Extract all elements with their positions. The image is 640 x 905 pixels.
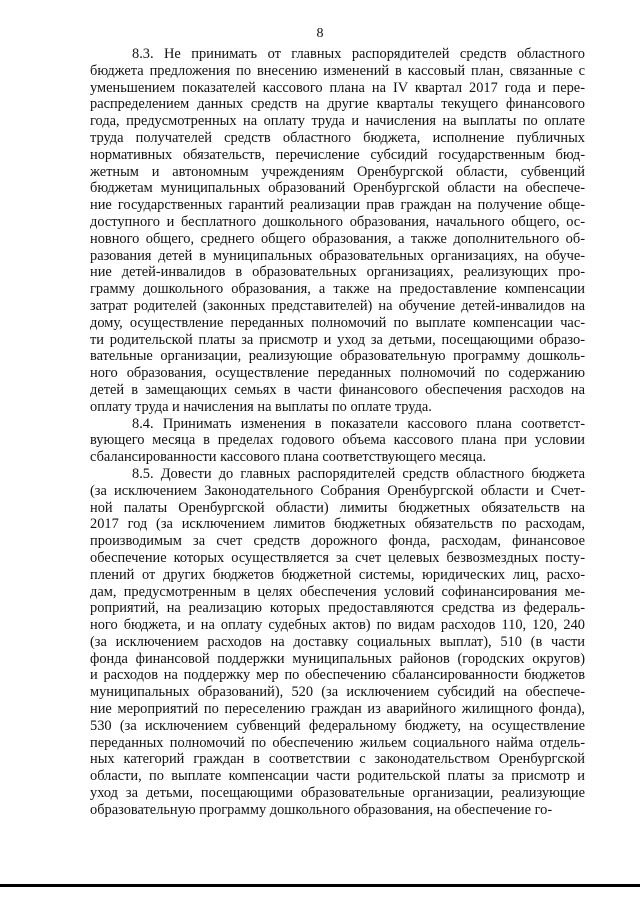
paragraph-8-4: [90, 416, 585, 466]
text-line: бюджетам муниципальных образований Оренбургской области на обеспече-: [90, 180, 585, 197]
text-line: доступного и бесплатного дошкольного образования, начального общего, ос-: [90, 213, 585, 230]
text-line: (за исключением расходов на доставку социальных выплат), 510 (в части: [90, 633, 585, 650]
text-line: распределением данных средств на другие кварталы текущего финансового: [90, 96, 585, 113]
text-line: роприятий, на реализацию которых предоставляются средства из федераль-: [90, 600, 585, 617]
document-body: [90, 46, 585, 819]
text-line: вующего месяца в пределах годового объема кассового плана при условии: [90, 432, 585, 449]
text-line: обеспечение которых осуществляется за счет целевых безвозмездных посту-: [90, 549, 585, 566]
text-line: ного образования, осуществление переданных полномочий по содержанию: [90, 365, 585, 382]
text-line: 8.3. Не принимать от главных распорядителей средств областного: [132, 46, 585, 62]
text-line: дому, осуществление переданных полномочий по выплате компенсации час-: [90, 314, 585, 331]
text-line: затрат родителей (законных представителей) на обучение детей-инвалидов на: [90, 297, 585, 314]
text-line: муниципальных образований), 520 (за исключением субсидий на обеспече-: [90, 684, 585, 701]
text-line: образовательную программу дошкольного образования, на обеспечение го-: [90, 801, 553, 818]
text-line: вательные организации, реализующие образовательную программу дошколь-: [90, 348, 585, 365]
text-line: 8.4. Принимать изменения в показатели кассового плана соответст-: [132, 415, 585, 432]
text-line: ние государственных гарантий реализации прав граждан на получение обще-: [90, 197, 585, 214]
paragraph-8-5: [90, 466, 585, 819]
text-line: ние детей-инвалидов в образовательных организациях, реализующих про-: [90, 264, 585, 281]
text-line: нормативных обязательств, перечисление субсидий государственным бюд-: [90, 146, 585, 163]
text-line: уменьшением показателей кассового плана на IV квартал 2017 года и пере-: [90, 79, 585, 96]
text-line: ние мероприятий по переселению граждан из аварийного жилищного фонда),: [90, 701, 585, 718]
text-line: ти родительской платы за присмотр и уход за детьми, посещающими образо-: [90, 331, 585, 348]
text-line: оплату труда и начисления на выплаты по оплате труда.: [90, 398, 432, 415]
text-line: уход за детьми, посещающими образовательные организации, реализующие: [90, 785, 585, 802]
text-line: жетным и автономным учреждениям Оренбургской области, субвенций: [90, 163, 585, 180]
page-number: 8: [316, 26, 324, 41]
text-line: ных категорий граждан в соответствии с законодательством Оренбургской: [90, 751, 585, 768]
text-line: производимым за счет средств дорожного фонда, расходам, финансовое: [90, 533, 585, 550]
text-line: грамму дошкольного образования, а также на предоставление компенсации: [90, 281, 585, 298]
text-line: детей в замещающих семьях в части финансового обеспечения расходов на: [90, 381, 585, 398]
text-line: 8.5. Довести до главных распорядителей средств областного бюджета: [132, 465, 585, 482]
text-line: 2017 год (за исключением лимитов бюджетных обязательств по расходам,: [90, 516, 585, 533]
text-line: и расходов на поддержку мер по обеспечению сбалансированности бюджетов: [90, 667, 585, 684]
text-line: (за исключением Законодательного Собрания Оренбургской области и Счет-: [90, 482, 585, 499]
text-line: переданных полномочий по обеспечению жильем социального найма отдель-: [90, 734, 585, 751]
text-line: ной палаты Оренбургской области) лимиты бюджетных обязательств на: [90, 499, 585, 516]
paragraph-8-3: [90, 46, 585, 416]
bottom-rule: [0, 884, 640, 887]
text-line: фонда финансовой поддержки муниципальных районов (городских округов): [90, 650, 585, 667]
text-line: области, по выплате компенсации части родительской платы за присмотр и: [90, 768, 585, 785]
text-line: года, предусмотренных на оплату труда и начисления на выплаты по оплате: [90, 113, 585, 130]
text-line: 530 (за исключением субвенций федеральному бюджету, на осуществление: [90, 717, 585, 734]
text-line: разования детей в муниципальных образовательных организациях, на обуче-: [90, 247, 585, 264]
text-line: бюджета предложения по внесению изменений в кассовый план, связанные с: [90, 62, 585, 79]
text-line: новного общего, среднего общего образования, а также дополнительного об-: [90, 230, 585, 247]
text-line: дам, предусмотренным в целях обеспечения условий софинансирования ме-: [90, 583, 585, 600]
text-line: труда получателей средств областного бюджета, исполнение публичных: [90, 129, 585, 146]
text-line: плений от других бюджетов бюджетной системы, юридических лиц, расхо-: [90, 566, 585, 583]
text-line: ного бюджета, и на оплату судебных актов) по видам расходов 110, 120, 240: [90, 617, 585, 634]
text-line: сбалансированности кассового плана соответствующего месяца.: [90, 449, 487, 466]
